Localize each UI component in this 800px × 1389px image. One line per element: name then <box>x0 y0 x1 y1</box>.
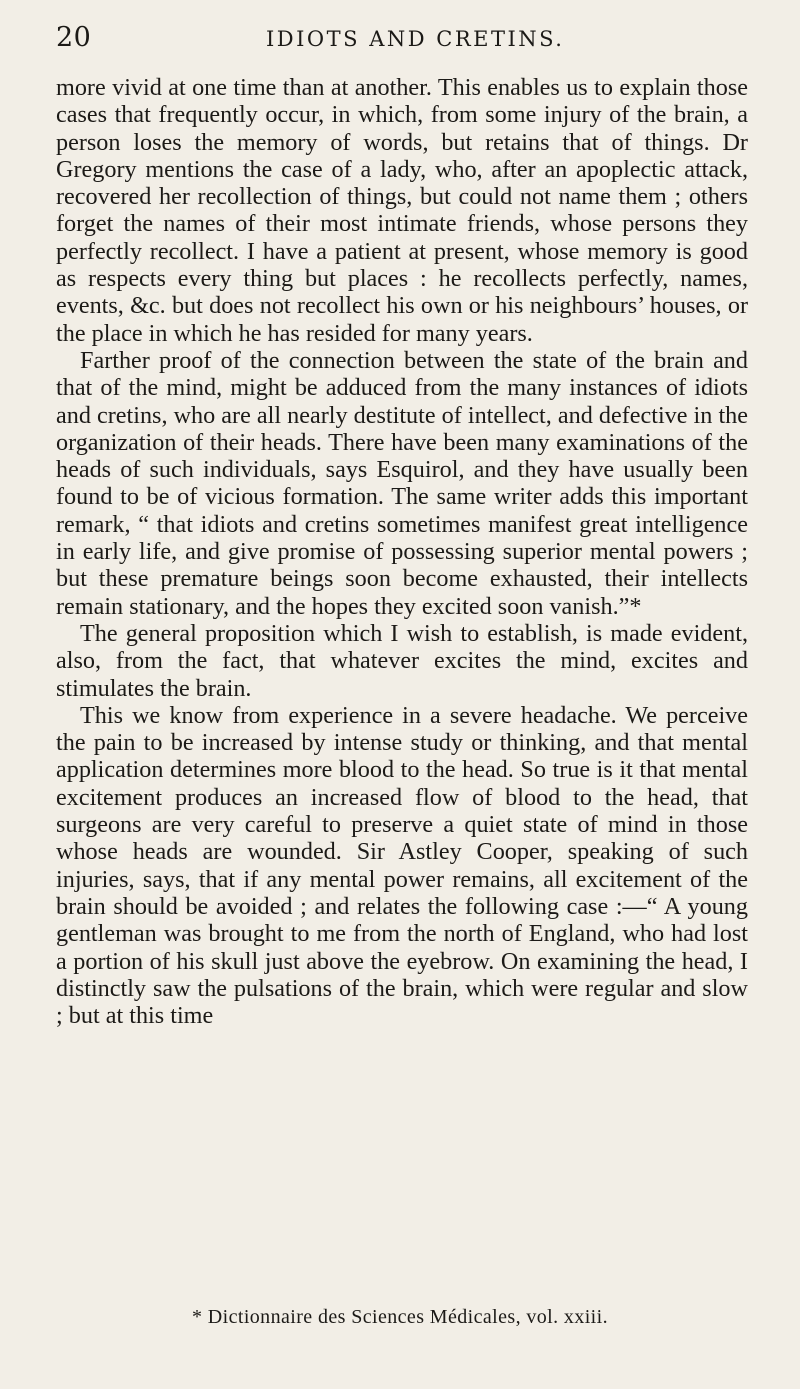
body-text <box>56 74 748 1029</box>
page-number: 20 <box>56 22 92 53</box>
paragraph: This we know from experience in a severe headache. We perceive the pain to be increased by intense study or thinking, and that mental application determines more blood to the head. So true is it that mental excitement produces an increased flow of blood to the head, that surgeons are very careful to preserve a quiet state of mind in those whose heads are wounded. Sir Astley Cooper, speaking of such injuries, says, that if any mental power remains, all excitement of the brain should be avoided ; and relates the following case :—“ A young gentleman was brought to me from the north of England, who had lost a portion of his skull just above the eyebrow. On examining the head, I distinctly saw the pulsations of the brain, which were regular and slow ; but at this time <box>56 701 748 1030</box>
footnote: * Dictionnaire des Sciences Médicales, vol. xxiii. <box>191 1306 608 1328</box>
paragraph: The general proposition which I wish to establish, is made evident, also, from the fact, that whatever excites the mind, excites and stimulates the brain. <box>56 619 748 702</box>
paragraph: more vivid at one time than at another. This enables us to explain those cases that frequently occur, in which, from some injury of the brain, a person loses the memory of words, but retains that of things. Dr Gregory mentions the case of a lady, who, after an apoplectic attack, recovered her recollection of things, but could not name them ; others forget the names of their most intimate friends, whose persons they perfectly recollect. I have a patient at present, whose memory is good as respects every thing but places : he recollects perfectly, names, events, &c. but does not recollect his own or his neighbours’ houses, or the place in which he has resided for many years. <box>56 74 748 347</box>
running-head: IDIOTS AND CRETINS. <box>266 27 565 51</box>
page-header <box>56 22 748 56</box>
paragraph: Farther proof of the connection between the state of the brain and that of the mind, might be adduced from the many instances of idiots and cretins, who are all nearly destitute of intellect, and defective in the organization of their heads. There have been many examinations of the heads of such individuals, says Esquirol, and they have usually been found to be of vicious formation. The same writer adds this important remark, “ that idiots and cretins sometimes manifest great intelligence in early life, and give promise of possessing superior mental powers ; but these premature beings soon become exhausted, their intellects remain stationary, and the hopes they excited soon vanish.”* <box>56 346 748 620</box>
